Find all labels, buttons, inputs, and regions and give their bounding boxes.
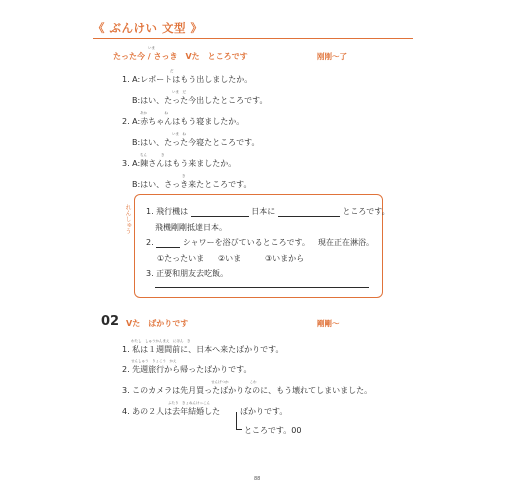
example-line: 1. 私は１週間前に、日本へ来たばかりです。 xyxy=(122,345,284,354)
option-1[interactable]: ①たったいま xyxy=(157,254,205,263)
example-line: 1. A:レポートはもう出しましたか。 xyxy=(122,75,253,84)
option-3[interactable]: ③いまから xyxy=(265,254,305,263)
example-ruby: わたし しゅうかんまえ にほん き xyxy=(131,339,191,343)
pattern1-tag: 刚刚～了 xyxy=(317,52,347,61)
pattern2-title: Vた ばかりです xyxy=(126,319,189,328)
exercise-q1-part2: 日本に xyxy=(251,207,276,216)
pattern2-number: 02 xyxy=(101,314,120,329)
example-line: 4. あの２人は去年結婚した xyxy=(122,407,221,416)
header-divider xyxy=(93,38,413,39)
branch-bracket xyxy=(236,412,237,429)
exercise-q2 xyxy=(146,237,310,248)
exercise-q2-translation: 現在正在淋浴。 xyxy=(318,238,374,247)
example-ruby: ちん き xyxy=(140,153,165,157)
exercise-q2-part2: シャワーを浴びているところです。 xyxy=(182,238,310,247)
pattern1-ruby: いま xyxy=(148,46,155,50)
example-line: 2. A:赤ちゃんはもう寝ましたか。 xyxy=(122,117,245,126)
exercise-q3: 3. 正要和朋友去吃飯。 xyxy=(146,269,229,278)
exercise-q1-part1: 1. 飛行機は xyxy=(146,207,189,216)
pattern1-title: たった今 / さっき Vた ところです xyxy=(113,52,248,61)
example-line: 3. A:陳さんはもう来ましたか。 xyxy=(122,159,237,168)
example-branch-1: ばかりです。 xyxy=(240,407,288,416)
branch-bracket-tick xyxy=(236,429,242,430)
example-ruby: いま だ xyxy=(172,90,186,94)
example-ruby: あか ね xyxy=(140,111,168,115)
example-ruby: いま ね xyxy=(172,132,186,136)
answer-blank[interactable] xyxy=(191,209,249,217)
exercise-q1-part3: ところです。 xyxy=(342,207,390,216)
answer-blank[interactable] xyxy=(278,209,340,217)
section-header: 《 ぶんけい 文型 》 xyxy=(93,21,203,35)
example-line: 3. このカメラは先月買ったばかりなのに、もう壊れてしまいました。 xyxy=(122,386,373,395)
example-line: B:はい、たった今寝たところです。 xyxy=(132,138,260,147)
option-2[interactable]: ②いま xyxy=(218,254,242,263)
example-ruby: だ xyxy=(170,69,174,73)
exercise-q1-translation: 飛機剛剛抵達日本。 xyxy=(155,223,227,232)
answer-blank[interactable] xyxy=(156,240,180,248)
page-number: 88 xyxy=(254,476,261,482)
example-line: 2. 先週旅行から帰ったばかりです。 xyxy=(122,365,252,374)
example-ruby: せんげつか こわ xyxy=(211,380,257,384)
example-line: B:はい、たった今出したところです。 xyxy=(132,96,268,105)
example-ruby: せんしゅう りょこう かえ xyxy=(131,359,177,363)
example-line: B:はい、さっき来たところです。 xyxy=(132,180,252,189)
exercise-q2-part1: 2. xyxy=(146,238,154,247)
pattern2-tag: 剛剛～ xyxy=(317,319,340,328)
example-branch-2: ところです。00 xyxy=(244,426,302,435)
exercise-label: れんしゅう xyxy=(124,204,131,234)
exercise-q1 xyxy=(146,206,390,217)
example-ruby: ふたり きょねんけっこん xyxy=(168,401,210,405)
answer-line[interactable] xyxy=(155,287,369,288)
example-ruby: き xyxy=(182,174,186,178)
